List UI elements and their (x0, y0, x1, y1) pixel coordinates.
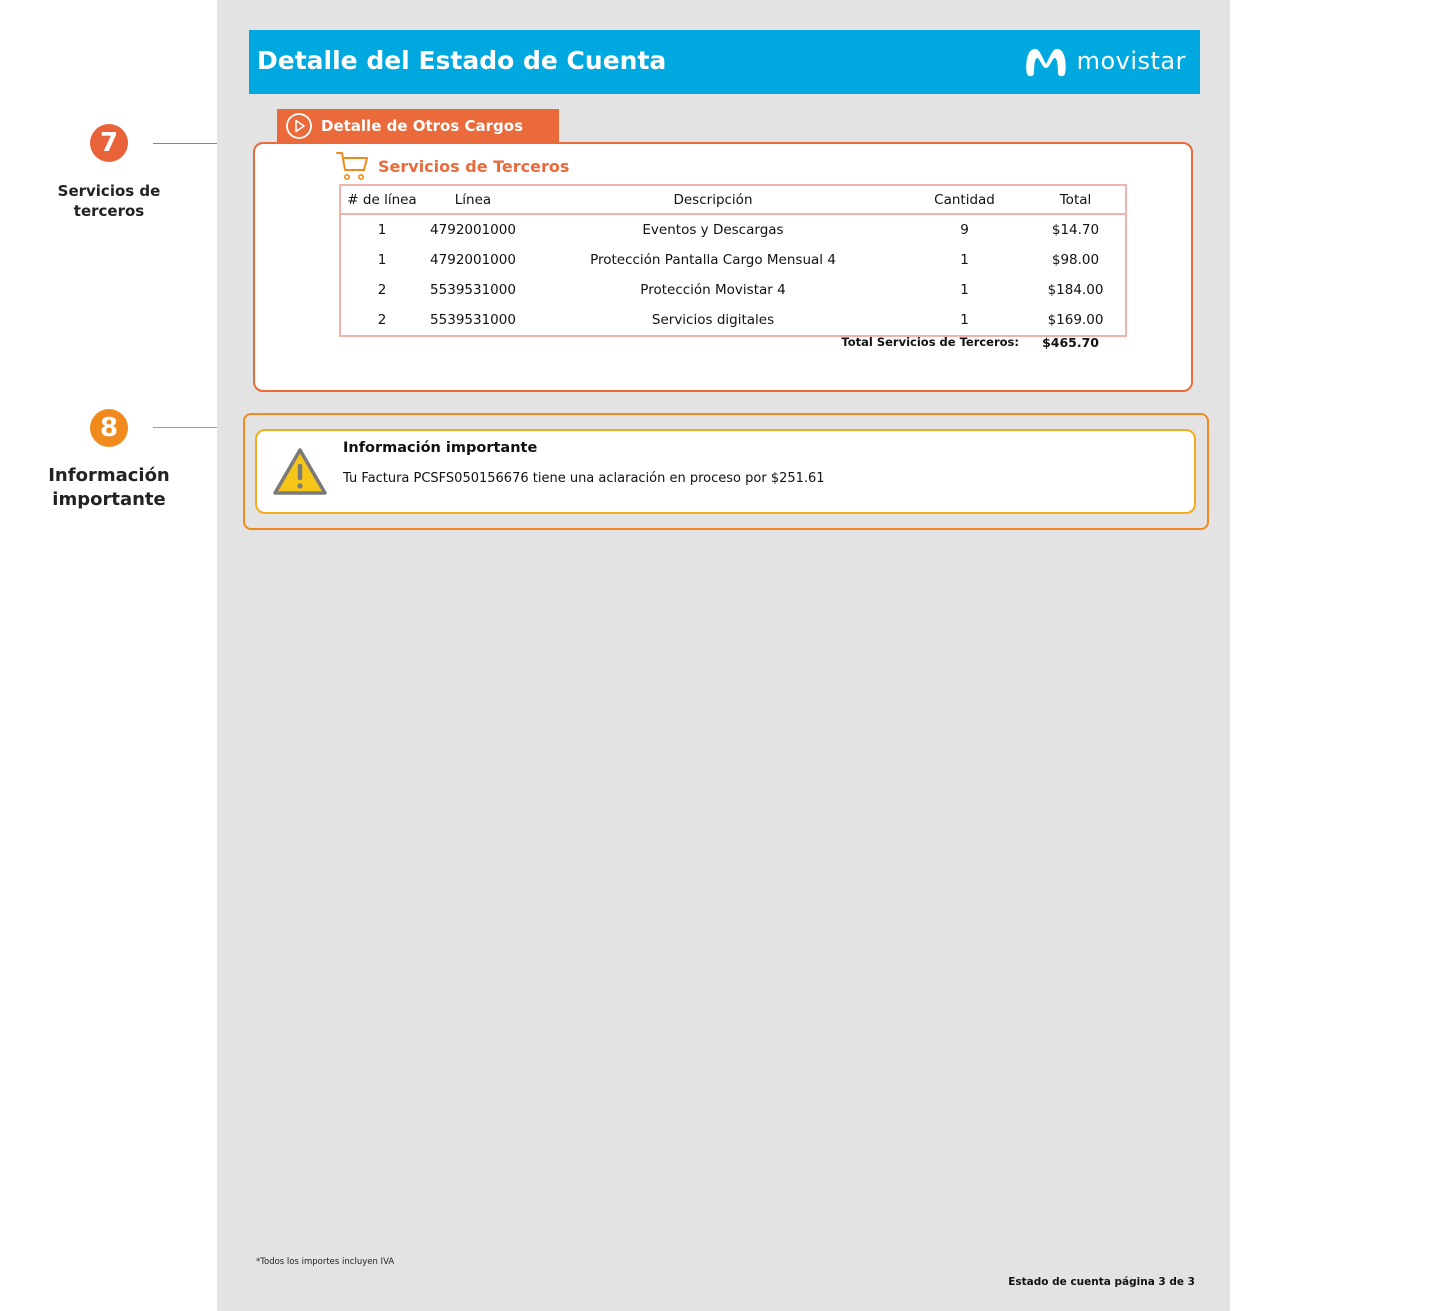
table-row (341, 245, 1125, 275)
column-header-total: Total (1059, 191, 1092, 208)
cell-quantity: 1 (960, 252, 969, 268)
cell-line: 4792001000 (430, 222, 516, 238)
page-counter: Estado de cuenta página 3 de 3 (1008, 1276, 1195, 1288)
annotation-label-informacion: Información importante (48, 465, 170, 510)
cell-total: $184.00 (1047, 282, 1104, 298)
cell-description: Protección Pantalla Cargo Mensual 4 (590, 252, 836, 268)
cell-line-number: 1 (377, 222, 387, 238)
annotation-number-8: 8 (90, 409, 128, 447)
services-table (339, 184, 1127, 337)
table-row (341, 305, 1125, 335)
cell-line-number: 2 (377, 312, 387, 328)
subsection-header (335, 150, 569, 182)
table-header-row (341, 186, 1125, 215)
column-header-line-number: # de línea (347, 191, 417, 208)
cell-description: Servicios digitales (651, 312, 775, 328)
cell-line: 5539531000 (430, 312, 516, 328)
warning-triangle-icon (271, 446, 329, 498)
cell-description: Protección Movistar 4 (640, 282, 786, 298)
annotation-label-servicios: Servicios de terceros (57, 182, 161, 220)
section-tab-otros-cargos (277, 109, 559, 142)
subsection-title: Servicios de Terceros (378, 156, 570, 176)
brand-name: movistar (1076, 47, 1186, 75)
page-title: Detalle del Estado de Cuenta (257, 46, 667, 75)
important-info-card (255, 429, 1196, 514)
cell-line-number: 2 (377, 282, 387, 298)
total-value: $465.70 (1042, 335, 1099, 350)
cell-total: $169.00 (1047, 312, 1104, 328)
cell-line: 5539531000 (430, 282, 516, 298)
total-label: Total Servicios de Terceros: (841, 335, 1019, 349)
page-header (249, 30, 1200, 94)
column-header-description: Descripción (673, 191, 753, 208)
column-header-line: Línea (454, 191, 492, 208)
column-header-quantity: Cantidad (934, 191, 995, 208)
play-circle-icon (285, 112, 313, 140)
cell-total: $98.00 (1051, 252, 1100, 268)
brand-logo (1023, 44, 1186, 78)
cell-quantity: 1 (960, 312, 969, 328)
movistar-m-logo-icon (1023, 44, 1069, 78)
table-row (341, 275, 1125, 305)
table-row (341, 215, 1125, 245)
cell-quantity: 9 (960, 222, 969, 238)
cell-line-number: 1 (377, 252, 387, 268)
shopping-cart-icon (335, 150, 369, 182)
info-title: Información importante (343, 440, 538, 456)
cell-quantity: 1 (960, 282, 969, 298)
tax-footnote: *Todos los importes incluyen IVA (256, 1257, 395, 1267)
cell-description: Eventos y Descargas (642, 222, 784, 238)
info-text: Tu Factura PCSFS050156676 tiene una aclaración en proceso por $251.61 (343, 471, 825, 486)
cell-line: 4792001000 (430, 252, 516, 268)
annotation-number-7: 7 (90, 124, 128, 162)
third-party-services-card (253, 142, 1193, 392)
cell-total: $14.70 (1051, 222, 1100, 238)
section-tab-label: Detalle de Otros Cargos (321, 116, 524, 135)
